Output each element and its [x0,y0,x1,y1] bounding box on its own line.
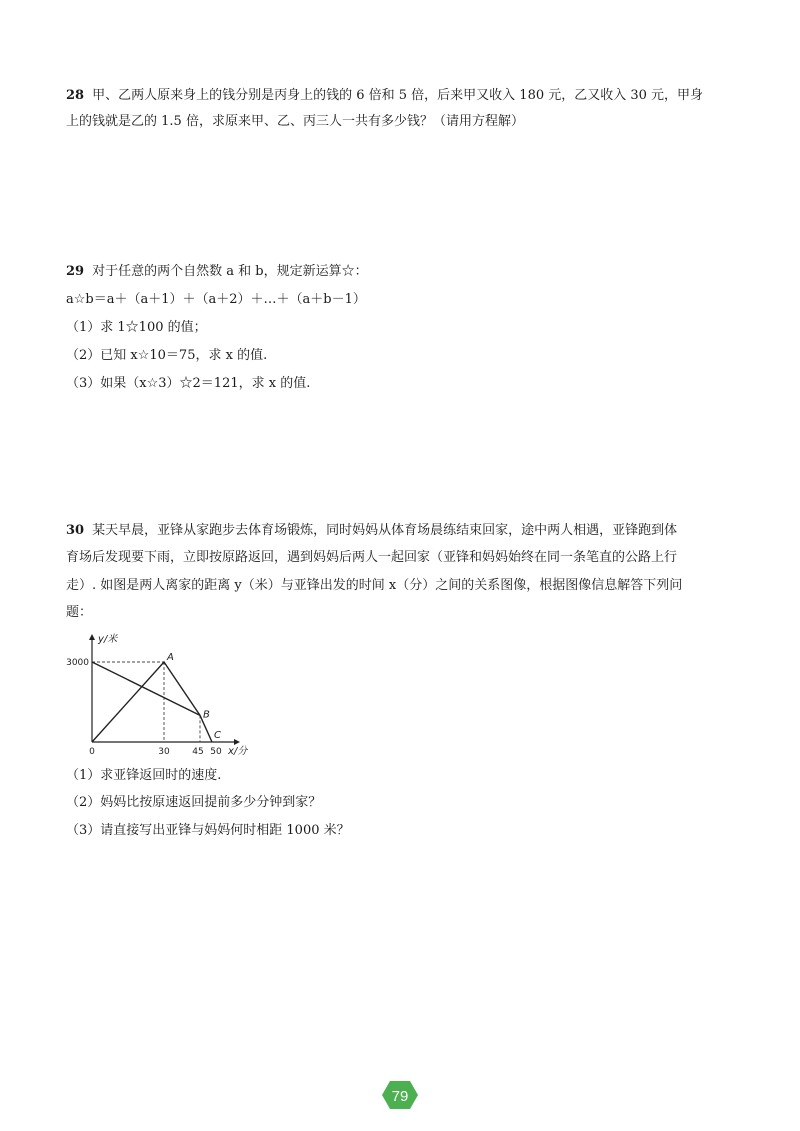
page-number: 79 [391,1088,409,1105]
q28-number: 28 [66,88,85,103]
chart-guides [92,662,200,742]
q29-part-3: （3）如果（x☆3）☆2＝121，求 x 的值. [66,376,311,391]
q30-part-2: （2）妈妈比按原速返回提前多少分钟到家？ [66,795,322,810]
point-label-c: C [214,730,221,741]
distance-time-graph [64,628,248,758]
x-axis-label: x/分 [228,746,248,757]
q28-text-1: 甲、乙两人原来身上的钱分别是丙身上的钱的 6 倍和 5 倍，后来甲又收入 180 元，乙又收入 30 元，甲身 [92,88,704,103]
chart-axes [89,634,240,745]
series-1-line [92,662,212,742]
q28-line-2: 上的钱就是乙的 1.5 倍，求原来甲、乙、丙三人一共有多少钱？（请用方程解） [66,114,524,129]
page-number-badge [381,1080,419,1110]
q30-part-3: （3）请直接写出亚锋与妈妈何时相距 1000 米？ [66,823,350,838]
tick-label-x-45: 45 [192,747,204,757]
y-axis-label: y/米 [98,634,118,645]
tick-label-y-3000: 3000 [66,658,89,668]
y-axis-arrow [89,634,95,640]
q29-part-2: （2）已知 x☆10＝75，求 x 的值. [66,348,268,363]
q29-line-1 [66,262,746,282]
point-label-a: A [167,652,174,663]
tick-label-x-30: 30 [158,747,170,757]
point-label-b: B [203,709,210,721]
q29-number: 29 [66,264,85,279]
q30-text-1: 某天早晨，亚锋从家跑步去体育场锻炼，同时妈妈从体育场晨练结束回家，途中两人相遇，亚锋跑到体 [92,523,678,538]
chart-series [92,662,212,742]
q30-line-4: 题： [66,605,93,620]
q30-line-3: 走）. 如图是两人离家的距离 y（米）与亚锋出发的时间 x（分）之间的关系图像，根据图像信息解答下列问 [66,578,683,593]
tick-label-origin: 0 [89,747,95,757]
q30-line-2: 育场后发现要下雨，立即按原路返回，遇到妈妈后两人一起回家（亚锋和妈妈始终在同一条笔直的公路上行 [66,550,678,565]
chart-labels [66,633,248,757]
x-axis-arrow [234,739,240,745]
tick-label-x-50: 50 [210,747,222,757]
q30-line-1 [66,521,746,541]
q28-line-1 [66,86,746,106]
q29-formula: a☆b＝a＋（a＋1）＋（a＋2）＋…＋（a＋b－1） [66,292,366,307]
series-2-line [92,662,200,715]
q30-number: 30 [66,523,85,538]
q30-part-1: （1）求亚锋返回时的速度. [66,768,222,783]
q29-part-1: （1）求 1☆100 的值； [66,320,207,335]
q29-intro: 对于任意的两个自然数 a 和 b，规定新运算☆： [92,264,368,279]
